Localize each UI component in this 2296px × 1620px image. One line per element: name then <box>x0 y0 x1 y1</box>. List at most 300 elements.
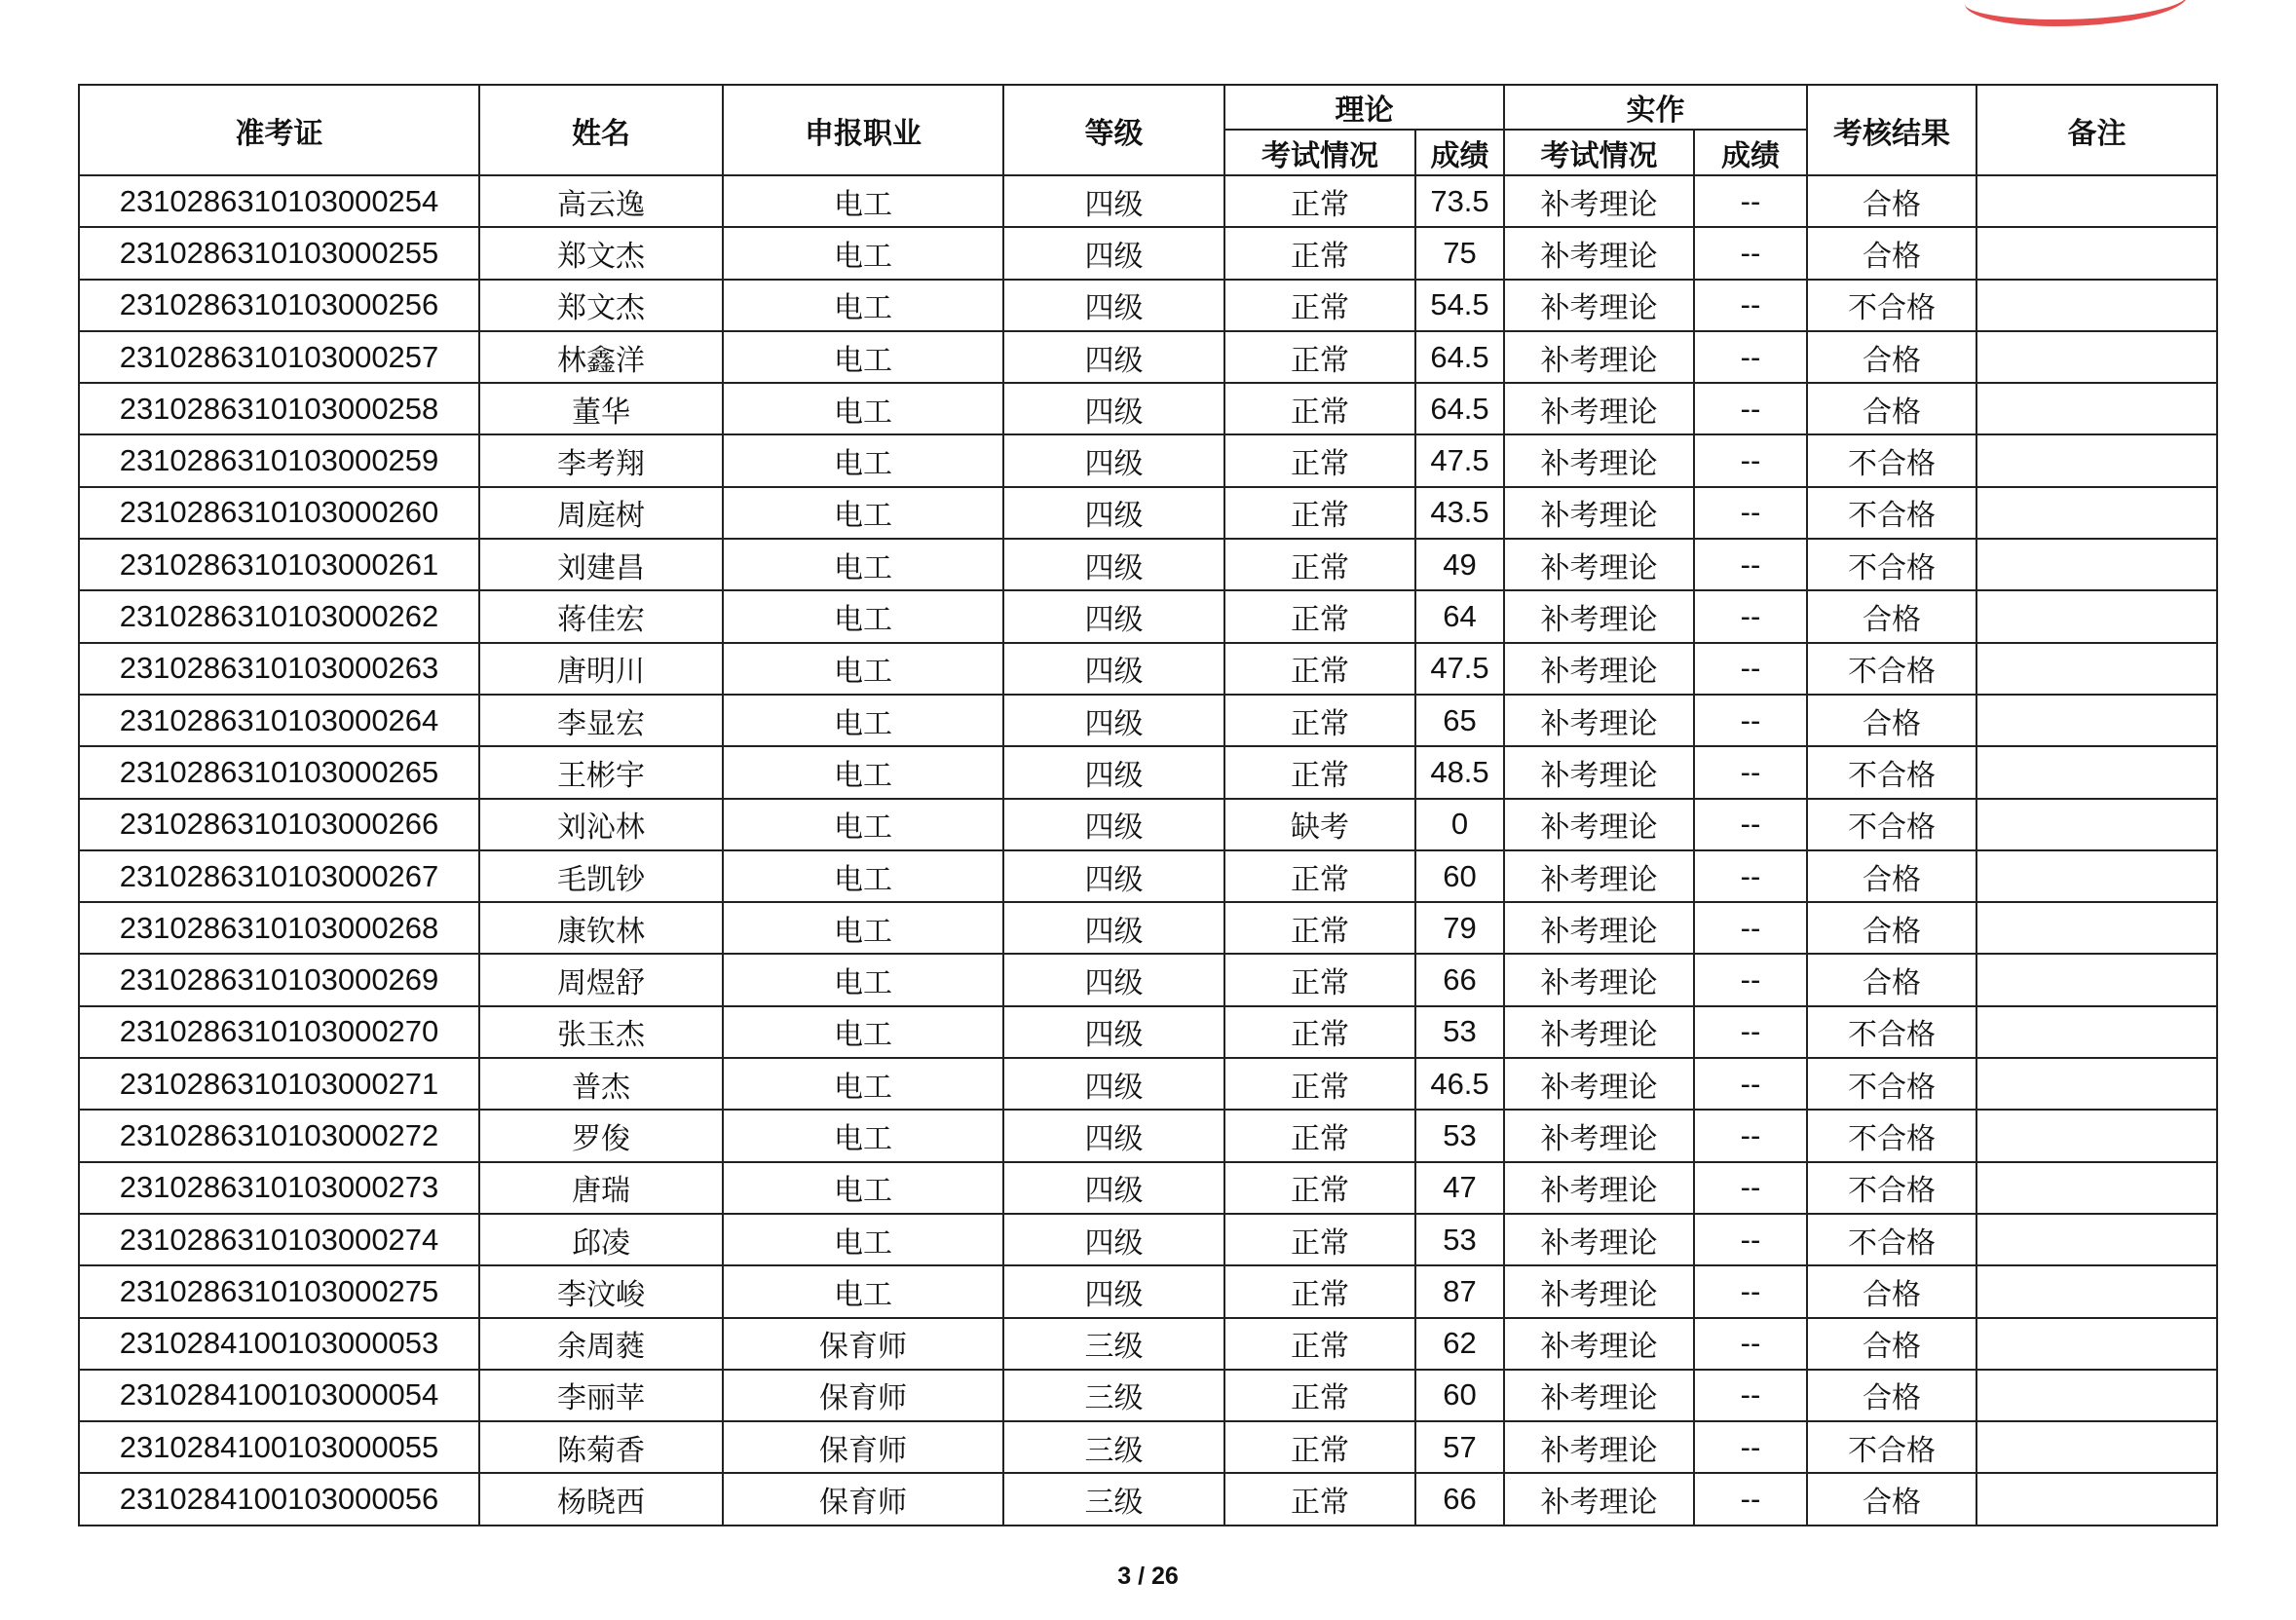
cell-theory-status: 正常 <box>1224 1370 1415 1421</box>
cell-practice-score: -- <box>1694 954 1807 1005</box>
cell-name: 周庭树 <box>479 487 723 539</box>
cell-occupation: 电工 <box>723 280 1003 331</box>
cell-result: 合格 <box>1807 954 1976 1005</box>
cell-ticket: 2310284100103000054 <box>79 1370 479 1421</box>
cell-remarks <box>1976 175 2217 227</box>
cell-result: 合格 <box>1807 175 1976 227</box>
cell-theory-status: 缺考 <box>1224 799 1415 850</box>
cell-result: 合格 <box>1807 1473 1976 1525</box>
cell-occupation: 电工 <box>723 850 1003 902</box>
cell-name: 唐明川 <box>479 643 723 695</box>
cell-ticket: 2310284100103000053 <box>79 1318 479 1370</box>
cell-name: 普杰 <box>479 1058 723 1110</box>
cell-theory-status: 正常 <box>1224 954 1415 1005</box>
table-row <box>79 1265 2217 1317</box>
cell-result: 不合格 <box>1807 280 1976 331</box>
cell-remarks <box>1976 1214 2217 1265</box>
cell-remarks <box>1976 487 2217 539</box>
cell-result: 不合格 <box>1807 1110 1976 1161</box>
cell-result: 不合格 <box>1807 539 1976 590</box>
cell-result: 合格 <box>1807 227 1976 279</box>
cell-theory-status: 正常 <box>1224 383 1415 434</box>
cell-practice-status: 补考理论 <box>1504 1265 1694 1317</box>
cell-name: 周煜舒 <box>479 954 723 1005</box>
cell-theory-status: 正常 <box>1224 434 1415 486</box>
cell-practice-score: -- <box>1694 487 1807 539</box>
cell-ticket: 2310286310103000263 <box>79 643 479 695</box>
cell-theory-score: 60 <box>1415 850 1504 902</box>
cell-practice-score: -- <box>1694 1265 1807 1317</box>
cell-result: 不合格 <box>1807 434 1976 486</box>
cell-practice-status: 补考理论 <box>1504 1162 1694 1214</box>
cell-ticket: 2310286310103000266 <box>79 799 479 850</box>
cell-ticket: 2310284100103000055 <box>79 1421 479 1473</box>
header-remarks: 备注 <box>1976 85 2217 175</box>
cell-name: 杨晓西 <box>479 1473 723 1525</box>
table-row <box>79 746 2217 798</box>
cell-level: 四级 <box>1003 539 1224 590</box>
cell-result: 合格 <box>1807 331 1976 383</box>
cell-remarks <box>1976 331 2217 383</box>
cell-theory-score: 64.5 <box>1415 331 1504 383</box>
red-seal-fragment <box>1965 0 2189 26</box>
cell-remarks <box>1976 1058 2217 1110</box>
cell-remarks <box>1976 799 2217 850</box>
cell-theory-score: 53 <box>1415 1214 1504 1265</box>
results-table <box>78 84 2218 1526</box>
table-row <box>79 643 2217 695</box>
cell-remarks <box>1976 383 2217 434</box>
header-theory-status: 考试情况 <box>1224 130 1415 175</box>
cell-practice-status: 补考理论 <box>1504 487 1694 539</box>
table-row <box>79 175 2217 227</box>
cell-practice-status: 补考理论 <box>1504 902 1694 954</box>
cell-occupation: 保育师 <box>723 1318 1003 1370</box>
cell-level: 四级 <box>1003 1162 1224 1214</box>
cell-occupation: 电工 <box>723 434 1003 486</box>
cell-ticket: 2310286310103000257 <box>79 331 479 383</box>
cell-practice-score: -- <box>1694 434 1807 486</box>
cell-practice-score: -- <box>1694 227 1807 279</box>
cell-practice-status: 补考理论 <box>1504 590 1694 642</box>
cell-result: 合格 <box>1807 383 1976 434</box>
cell-remarks <box>1976 1265 2217 1317</box>
header-practice-score: 成绩 <box>1694 130 1807 175</box>
cell-level: 四级 <box>1003 280 1224 331</box>
cell-remarks <box>1976 227 2217 279</box>
cell-theory-status: 正常 <box>1224 1421 1415 1473</box>
cell-theory-status: 正常 <box>1224 280 1415 331</box>
cell-theory-status: 正常 <box>1224 539 1415 590</box>
cell-remarks <box>1976 954 2217 1005</box>
cell-name: 王彬宇 <box>479 746 723 798</box>
cell-ticket: 2310286310103000265 <box>79 746 479 798</box>
cell-theory-status: 正常 <box>1224 1110 1415 1161</box>
cell-remarks <box>1976 539 2217 590</box>
cell-theory-score: 53 <box>1415 1110 1504 1161</box>
cell-theory-status: 正常 <box>1224 1214 1415 1265</box>
cell-remarks <box>1976 1006 2217 1058</box>
cell-practice-score: -- <box>1694 799 1807 850</box>
cell-theory-score: 62 <box>1415 1318 1504 1370</box>
cell-theory-status: 正常 <box>1224 1265 1415 1317</box>
header-practice-status: 考试情况 <box>1504 130 1694 175</box>
cell-result: 合格 <box>1807 695 1976 746</box>
cell-practice-score: -- <box>1694 1058 1807 1110</box>
cell-theory-status: 正常 <box>1224 1006 1415 1058</box>
cell-theory-score: 65 <box>1415 695 1504 746</box>
table-row <box>79 954 2217 1005</box>
header-name: 姓名 <box>479 85 723 175</box>
cell-name: 李汶峻 <box>479 1265 723 1317</box>
cell-theory-score: 49 <box>1415 539 1504 590</box>
table-row <box>79 850 2217 902</box>
cell-occupation: 电工 <box>723 1058 1003 1110</box>
cell-theory-status: 正常 <box>1224 902 1415 954</box>
cell-practice-status: 补考理论 <box>1504 280 1694 331</box>
cell-occupation: 保育师 <box>723 1421 1003 1473</box>
cell-level: 四级 <box>1003 175 1224 227</box>
cell-practice-status: 补考理论 <box>1504 1058 1694 1110</box>
cell-level: 四级 <box>1003 1058 1224 1110</box>
cell-practice-score: -- <box>1694 280 1807 331</box>
cell-theory-score: 54.5 <box>1415 280 1504 331</box>
cell-level: 三级 <box>1003 1318 1224 1370</box>
cell-ticket: 2310284100103000056 <box>79 1473 479 1525</box>
cell-ticket: 2310286310103000260 <box>79 487 479 539</box>
cell-result: 合格 <box>1807 1318 1976 1370</box>
cell-result: 合格 <box>1807 1370 1976 1421</box>
cell-ticket: 2310286310103000254 <box>79 175 479 227</box>
cell-level: 三级 <box>1003 1421 1224 1473</box>
cell-theory-score: 0 <box>1415 799 1504 850</box>
cell-theory-status: 正常 <box>1224 487 1415 539</box>
cell-remarks <box>1976 850 2217 902</box>
cell-result: 合格 <box>1807 590 1976 642</box>
cell-level: 四级 <box>1003 1214 1224 1265</box>
cell-occupation: 电工 <box>723 954 1003 1005</box>
cell-occupation: 电工 <box>723 331 1003 383</box>
cell-theory-score: 79 <box>1415 902 1504 954</box>
cell-practice-status: 补考理论 <box>1504 799 1694 850</box>
cell-name: 董华 <box>479 383 723 434</box>
cell-ticket: 2310286310103000264 <box>79 695 479 746</box>
cell-practice-status: 补考理论 <box>1504 1214 1694 1265</box>
cell-occupation: 电工 <box>723 1265 1003 1317</box>
cell-practice-score: -- <box>1694 1006 1807 1058</box>
cell-practice-status: 补考理论 <box>1504 1318 1694 1370</box>
cell-occupation: 电工 <box>723 902 1003 954</box>
cell-occupation: 电工 <box>723 643 1003 695</box>
cell-theory-score: 43.5 <box>1415 487 1504 539</box>
cell-name: 李考翔 <box>479 434 723 486</box>
table-row <box>79 1473 2217 1525</box>
table-row <box>79 434 2217 486</box>
cell-theory-score: 57 <box>1415 1421 1504 1473</box>
cell-practice-status: 补考理论 <box>1504 746 1694 798</box>
cell-ticket: 2310286310103000275 <box>79 1265 479 1317</box>
cell-remarks <box>1976 1110 2217 1161</box>
cell-practice-score: -- <box>1694 643 1807 695</box>
cell-practice-status: 补考理论 <box>1504 383 1694 434</box>
cell-practice-status: 补考理论 <box>1504 227 1694 279</box>
table-row <box>79 695 2217 746</box>
cell-level: 四级 <box>1003 383 1224 434</box>
cell-level: 四级 <box>1003 331 1224 383</box>
cell-theory-score: 60 <box>1415 1370 1504 1421</box>
cell-result: 不合格 <box>1807 487 1976 539</box>
cell-name: 林鑫洋 <box>479 331 723 383</box>
cell-remarks <box>1976 590 2217 642</box>
cell-practice-score: -- <box>1694 175 1807 227</box>
cell-level: 四级 <box>1003 746 1224 798</box>
cell-result: 不合格 <box>1807 1006 1976 1058</box>
cell-level: 四级 <box>1003 643 1224 695</box>
cell-theory-score: 73.5 <box>1415 175 1504 227</box>
cell-theory-score: 64.5 <box>1415 383 1504 434</box>
cell-name: 余周蕤 <box>479 1318 723 1370</box>
cell-ticket: 2310286310103000256 <box>79 280 479 331</box>
cell-occupation: 保育师 <box>723 1473 1003 1525</box>
table-row <box>79 1370 2217 1421</box>
cell-theory-status: 正常 <box>1224 643 1415 695</box>
header-level: 等级 <box>1003 85 1224 175</box>
cell-ticket: 2310286310103000258 <box>79 383 479 434</box>
cell-occupation: 电工 <box>723 1214 1003 1265</box>
table-row <box>79 590 2217 642</box>
cell-remarks <box>1976 643 2217 695</box>
cell-theory-status: 正常 <box>1224 1162 1415 1214</box>
cell-practice-score: -- <box>1694 1162 1807 1214</box>
cell-ticket: 2310286310103000255 <box>79 227 479 279</box>
cell-remarks <box>1976 902 2217 954</box>
cell-level: 四级 <box>1003 799 1224 850</box>
cell-level: 四级 <box>1003 434 1224 486</box>
table-row <box>79 1058 2217 1110</box>
cell-practice-status: 补考理论 <box>1504 175 1694 227</box>
cell-theory-score: 47.5 <box>1415 643 1504 695</box>
cell-occupation: 电工 <box>723 799 1003 850</box>
cell-remarks <box>1976 1473 2217 1525</box>
cell-ticket: 2310286310103000274 <box>79 1214 479 1265</box>
cell-level: 四级 <box>1003 1265 1224 1317</box>
header-practice: 实作 <box>1504 85 1807 130</box>
cell-result: 不合格 <box>1807 1162 1976 1214</box>
cell-result: 不合格 <box>1807 643 1976 695</box>
cell-theory-score: 64 <box>1415 590 1504 642</box>
cell-name: 蒋佳宏 <box>479 590 723 642</box>
cell-practice-status: 补考理论 <box>1504 1370 1694 1421</box>
cell-theory-score: 87 <box>1415 1265 1504 1317</box>
cell-ticket: 2310286310103000271 <box>79 1058 479 1110</box>
cell-level: 四级 <box>1003 695 1224 746</box>
table-row <box>79 1421 2217 1473</box>
cell-practice-score: -- <box>1694 850 1807 902</box>
cell-name: 唐瑞 <box>479 1162 723 1214</box>
cell-occupation: 电工 <box>723 383 1003 434</box>
cell-name: 毛凯钞 <box>479 850 723 902</box>
cell-result: 不合格 <box>1807 799 1976 850</box>
cell-ticket: 2310286310103000262 <box>79 590 479 642</box>
cell-theory-score: 66 <box>1415 1473 1504 1525</box>
cell-result: 合格 <box>1807 902 1976 954</box>
cell-name: 张玉杰 <box>479 1006 723 1058</box>
header-occupation: 申报职业 <box>723 85 1003 175</box>
cell-ticket: 2310286310103000270 <box>79 1006 479 1058</box>
table-row <box>79 1318 2217 1370</box>
cell-theory-score: 75 <box>1415 227 1504 279</box>
cell-occupation: 电工 <box>723 1006 1003 1058</box>
cell-practice-status: 补考理论 <box>1504 954 1694 1005</box>
cell-result: 合格 <box>1807 850 1976 902</box>
cell-practice-status: 补考理论 <box>1504 1006 1694 1058</box>
cell-practice-score: -- <box>1694 331 1807 383</box>
cell-level: 四级 <box>1003 227 1224 279</box>
table-row <box>79 1214 2217 1265</box>
cell-practice-status: 补考理论 <box>1504 1421 1694 1473</box>
cell-ticket: 2310286310103000261 <box>79 539 479 590</box>
cell-practice-status: 补考理论 <box>1504 1110 1694 1161</box>
cell-practice-score: -- <box>1694 746 1807 798</box>
cell-level: 四级 <box>1003 850 1224 902</box>
cell-theory-score: 46.5 <box>1415 1058 1504 1110</box>
cell-remarks <box>1976 695 2217 746</box>
cell-practice-score: -- <box>1694 1421 1807 1473</box>
cell-name: 陈菊香 <box>479 1421 723 1473</box>
cell-ticket: 2310286310103000259 <box>79 434 479 486</box>
table-row <box>79 539 2217 590</box>
cell-name: 邱凌 <box>479 1214 723 1265</box>
cell-occupation: 电工 <box>723 227 1003 279</box>
cell-level: 三级 <box>1003 1370 1224 1421</box>
cell-name: 罗俊 <box>479 1110 723 1161</box>
cell-practice-score: -- <box>1694 1370 1807 1421</box>
cell-practice-score: -- <box>1694 1110 1807 1161</box>
cell-name: 刘建昌 <box>479 539 723 590</box>
cell-result: 不合格 <box>1807 1058 1976 1110</box>
cell-ticket: 2310286310103000267 <box>79 850 479 902</box>
cell-practice-status: 补考理论 <box>1504 1473 1694 1525</box>
cell-remarks <box>1976 746 2217 798</box>
cell-occupation: 电工 <box>723 1110 1003 1161</box>
cell-occupation: 电工 <box>723 746 1003 798</box>
cell-practice-score: -- <box>1694 539 1807 590</box>
cell-practice-score: -- <box>1694 695 1807 746</box>
cell-theory-status: 正常 <box>1224 1318 1415 1370</box>
cell-ticket: 2310286310103000273 <box>79 1162 479 1214</box>
cell-practice-score: -- <box>1694 1214 1807 1265</box>
cell-ticket: 2310286310103000272 <box>79 1110 479 1161</box>
cell-occupation: 电工 <box>723 1162 1003 1214</box>
cell-theory-status: 正常 <box>1224 175 1415 227</box>
cell-remarks <box>1976 434 2217 486</box>
table-row <box>79 487 2217 539</box>
cell-name: 康钦林 <box>479 902 723 954</box>
cell-theory-score: 66 <box>1415 954 1504 1005</box>
cell-occupation: 电工 <box>723 539 1003 590</box>
cell-occupation: 电工 <box>723 695 1003 746</box>
cell-result: 不合格 <box>1807 1421 1976 1473</box>
cell-level: 四级 <box>1003 590 1224 642</box>
cell-theory-status: 正常 <box>1224 1058 1415 1110</box>
cell-practice-status: 补考理论 <box>1504 695 1694 746</box>
cell-theory-score: 47 <box>1415 1162 1504 1214</box>
cell-theory-score: 53 <box>1415 1006 1504 1058</box>
cell-level: 四级 <box>1003 1006 1224 1058</box>
table-row <box>79 799 2217 850</box>
cell-theory-status: 正常 <box>1224 1473 1415 1525</box>
table-row <box>79 227 2217 279</box>
cell-theory-status: 正常 <box>1224 746 1415 798</box>
cell-occupation: 保育师 <box>723 1370 1003 1421</box>
cell-name: 刘沁林 <box>479 799 723 850</box>
cell-remarks <box>1976 280 2217 331</box>
cell-practice-score: -- <box>1694 1473 1807 1525</box>
cell-theory-status: 正常 <box>1224 695 1415 746</box>
cell-level: 四级 <box>1003 487 1224 539</box>
header-result: 考核结果 <box>1807 85 1976 175</box>
cell-practice-score: -- <box>1694 1318 1807 1370</box>
cell-practice-status: 补考理论 <box>1504 331 1694 383</box>
cell-name: 高云逸 <box>479 175 723 227</box>
cell-ticket: 2310286310103000268 <box>79 902 479 954</box>
header-theory: 理论 <box>1224 85 1504 130</box>
table-row <box>79 902 2217 954</box>
cell-name: 李显宏 <box>479 695 723 746</box>
table-row <box>79 280 2217 331</box>
cell-occupation: 电工 <box>723 487 1003 539</box>
cell-theory-status: 正常 <box>1224 850 1415 902</box>
table-row <box>79 331 2217 383</box>
cell-occupation: 电工 <box>723 175 1003 227</box>
cell-practice-status: 补考理论 <box>1504 539 1694 590</box>
cell-level: 四级 <box>1003 1110 1224 1161</box>
cell-practice-score: -- <box>1694 902 1807 954</box>
cell-remarks <box>1976 1318 2217 1370</box>
cell-name: 郑文杰 <box>479 280 723 331</box>
cell-theory-status: 正常 <box>1224 590 1415 642</box>
header-theory-score: 成绩 <box>1415 130 1504 175</box>
cell-remarks <box>1976 1421 2217 1473</box>
cell-practice-status: 补考理论 <box>1504 434 1694 486</box>
cell-occupation: 电工 <box>723 590 1003 642</box>
table-row <box>79 383 2217 434</box>
page-number: 3 / 26 <box>1117 1563 1179 1590</box>
cell-practice-score: -- <box>1694 590 1807 642</box>
cell-level: 四级 <box>1003 902 1224 954</box>
cell-theory-score: 47.5 <box>1415 434 1504 486</box>
cell-name: 李丽苹 <box>479 1370 723 1421</box>
cell-practice-status: 补考理论 <box>1504 850 1694 902</box>
cell-result: 不合格 <box>1807 746 1976 798</box>
cell-theory-status: 正常 <box>1224 227 1415 279</box>
header-ticket: 准考证 <box>79 85 479 175</box>
cell-result: 不合格 <box>1807 1214 1976 1265</box>
cell-practice-status: 补考理论 <box>1504 643 1694 695</box>
cell-level: 四级 <box>1003 954 1224 1005</box>
cell-theory-score: 48.5 <box>1415 746 1504 798</box>
cell-result: 合格 <box>1807 1265 1976 1317</box>
table-row <box>79 1006 2217 1058</box>
table-row <box>79 1110 2217 1161</box>
cell-remarks <box>1976 1162 2217 1214</box>
cell-remarks <box>1976 1370 2217 1421</box>
cell-practice-score: -- <box>1694 383 1807 434</box>
cell-ticket: 2310286310103000269 <box>79 954 479 1005</box>
table-row <box>79 1162 2217 1214</box>
cell-name: 郑文杰 <box>479 227 723 279</box>
cell-theory-status: 正常 <box>1224 331 1415 383</box>
